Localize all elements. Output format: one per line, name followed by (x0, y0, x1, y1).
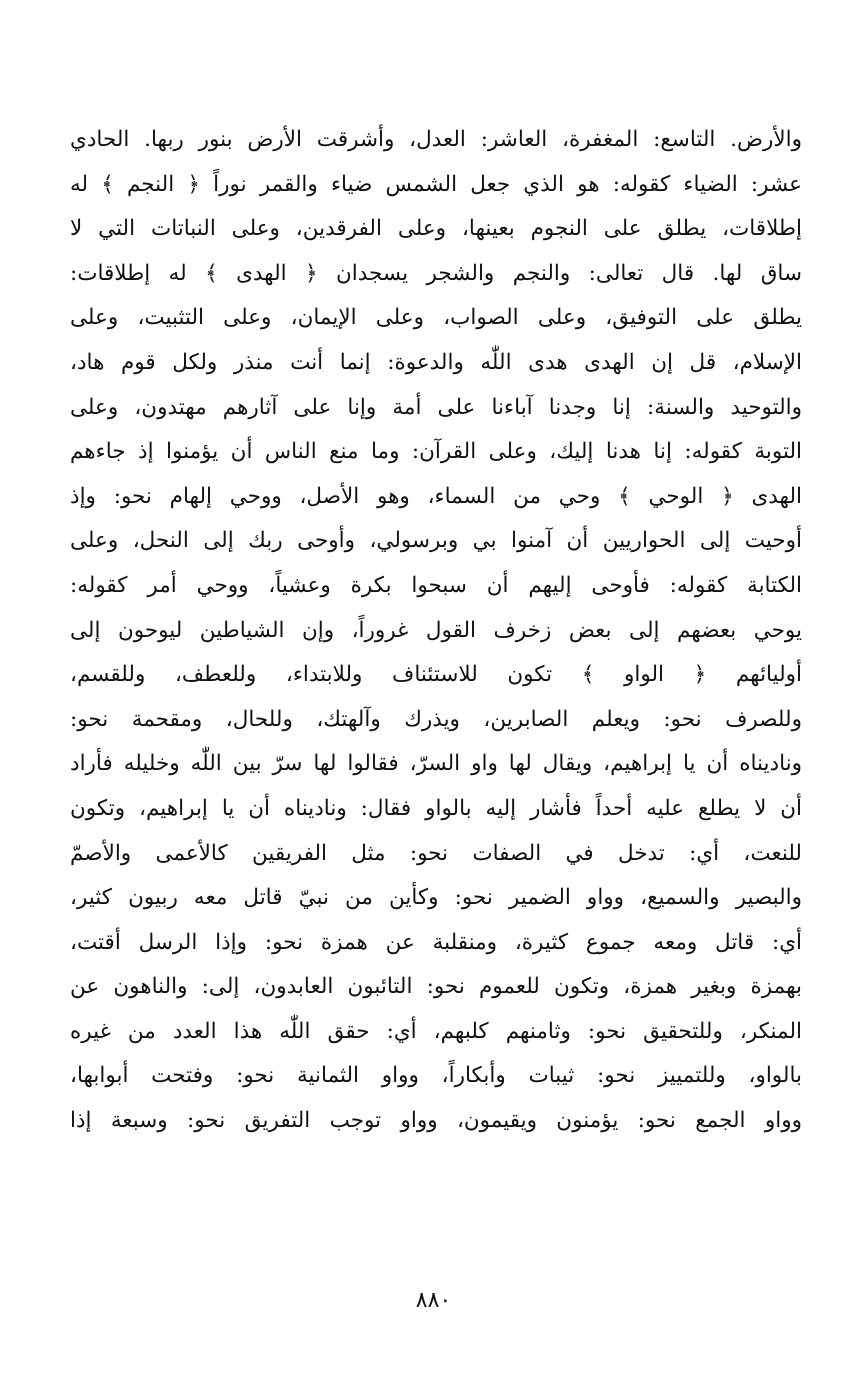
text-line: يطلق على التوفيق، وعلى الصواب، وعلى الإيمان، وعلى التثبيت، وعلى (70, 305, 802, 331)
page-number: ٨٨٠ (415, 1288, 452, 1313)
text-line: وواو الجمع نحو: يؤمنون ويقيمون، وواو توجب التفريق نحو: وسبعة إذا (70, 1108, 802, 1134)
text-line: أوحيت إلى الحواريين أن آمنوا بي وبرسولي، وأوحى ربك إلى النحل، وعلى (70, 528, 802, 554)
body-text (70, 118, 802, 1144)
text-line: عشر: الضياء كقوله: هو الذي جعل الشمس ضياء والقمر نوراً ﴿ النجم ﴾ له (70, 171, 802, 197)
text-line: والتوحيد والسنة: إنا وجدنا آباءنا على أمة وإنا على آثارهم مهتدون، وعلى (70, 394, 802, 420)
text-line: الهدى ﴿ الوحي ﴾ وحي من السماء، وهو الأصل، ووحي إلهام نحو: وإذ (70, 483, 802, 509)
text-line: للنعت، أي: تدخل في الصفات نحو: مثل الفريقين كالأعمى والأصمّ (70, 840, 802, 866)
text-line: أي: قاتل ومعه جموع كثيرة، ومنقلبة عن همزة نحو: وإذا الرسل أقتت، (70, 929, 802, 955)
text-line: إطلاقات، يطلق على النجوم بعينها، وعلى الفرقدين، وعلى النباتات التي لا (70, 216, 802, 242)
text-line: والبصير والسميع، وواو الضمير نحو: وكأين من نبيّ قاتل معه ربيون كثير، (70, 885, 802, 911)
text-line: والأرض. التاسع: المغفرة، العاشر: العدل، وأشرقت الأرض بنور ربها. الحادي (70, 127, 802, 152)
text-line: الكتابة كقوله: فأوحى إليهم أن سبحوا بكرة وعشياً، ووحي أمر كقوله: (70, 572, 802, 598)
text-line: الإسلام، قل إن الهدى هدى اللّٰه والدعوة: إنما أنت منذر ولكل قوم هاد، (70, 349, 802, 375)
text-line: أن لا يطلع عليه أحداً فأشار إليه بالواو فقال: وناديناه أن يا إبراهيم، وتكون (70, 795, 802, 821)
text-line: يوحي بعضهم إلى بعض زخرف القول غروراً، وإن الشياطين ليوحون إلى (70, 617, 802, 643)
text-line: بالواو، وللتمييز نحو: ثيبات وأبكاراً، وواو الثمانية نحو: وفتحت أبوابها، (70, 1063, 802, 1089)
text-line: المنكر، وللتحقيق نحو: وثامنهم كلبهم، أي: حقق اللّٰه هذا العدد من غيره (70, 1018, 802, 1044)
text-line: أوليائهم ﴿ الواو ﴾ تكون للاستئناف وللابتداء، وللعطف، وللقسم، (70, 662, 802, 688)
text-line: ساق لها. قال تعالى: والنجم والشجر يسجدان ﴿ الهدى ﴾ له إطلاقات: (70, 260, 802, 286)
text-line: وللصرف نحو: ويعلم الصابرين، ويذرك وآلهتك، وللحال، ومقحمة نحو: (70, 706, 802, 732)
text-line: التوبة كقوله: إنا هدنا إليك، وعلى القرآن: وما منع الناس أن يؤمنوا إذ جاءهم (70, 439, 802, 465)
text-line: وناديناه أن يا إبراهيم، ويقال لها واو السرّ، فقالوا لها سرّ بين اللّٰه وخليله فأراد (70, 751, 802, 777)
text-line: بهمزة وبغير همزة، وتكون للعموم نحو: التائبون العابدون، إلى: والناهون عن (70, 974, 802, 1000)
